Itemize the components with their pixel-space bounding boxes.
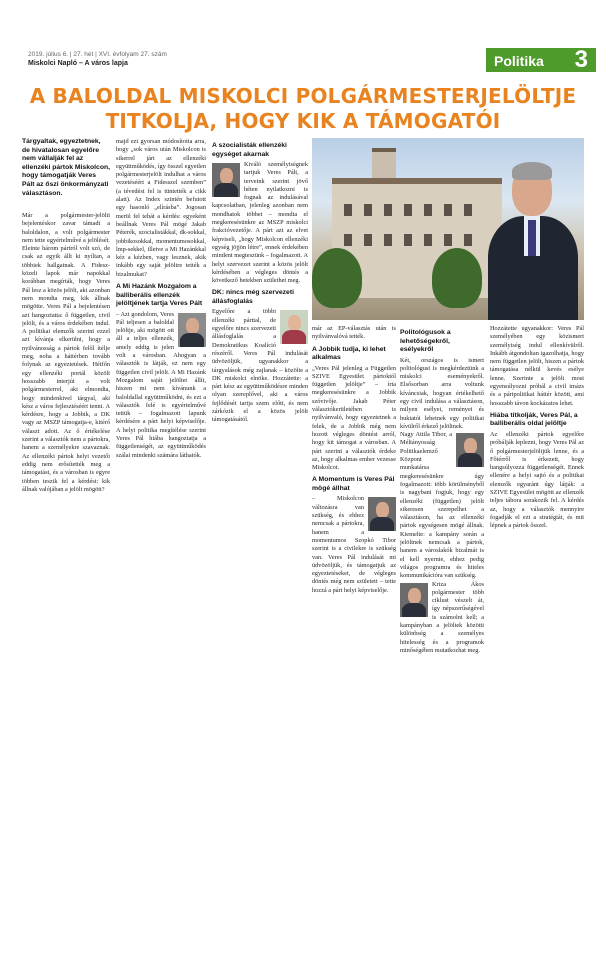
issue-info <box>28 50 167 68</box>
tree <box>432 248 482 308</box>
candidate-portrait <box>482 158 582 320</box>
headline: A BALOLDAL MISKOLCI POLGÁRMESTERJELÖLTJE TITKOLJA, HOGY KIK A TÁMOGATÓI <box>29 84 577 133</box>
portrait-photo <box>456 433 484 467</box>
article-column-6 <box>490 325 584 950</box>
section-tab <box>486 48 596 72</box>
body-text: Már a polgármester-jelölti bejelentéskor zavar támadt a baloldalon, a volt polgármester nem tette egyértelművé a jelölését. Eleinte három pártról volt szó, de csak az egyik állt ki nyíltan, a többiek hallgatnak. A Fidesz-közeli lapok már napokkal korábban megírták, hogy Veres Pál lesz a közös jelölt, aki azonban nem mondta meg, kik állnak mögötte. Veres Pál a bejelentésen azt hangoztatta: ő független, civil jelölt, és a város érdekében indul. A politikai elemzők szerint ezzel azt kívánja elkerülni, hogy a nyilvánosság a pártok felől ítélje meg, noha a háttérben tovább folynak az egyeztetések. Hétfőn egy ellenzéki portál közölt hosszabb interjút a volt polgármesterrel, aki elmondta, hogy mindenkivel tárgyal, aki kész a város fejlesztéséért tenni. A kérdésre, hogy a Jobbik, a DK vagy az MSZP támogatja-e, kitérő választ adott. Az ő értékelése szerint a választók nem a pártokra, hanem a személyekre szavaznak. Az ellenzéki pártok helyi vezetői eddig nem erősítették meg a támogatást, és a városban is egyre többen teszik fel a kérdést: kik állnak valójában a jelölt mögött? <box>22 212 110 493</box>
article-column-1 <box>22 212 110 950</box>
issue-line: 2019. július 6. | 27. hét | XVI. évfolyam 27. szám <box>28 51 167 58</box>
paper-name: Miskolci Napló – A város lapja <box>28 60 128 67</box>
subheading: Hiába titkolják, Veres Pál, a balliberális oldal jelöltje <box>490 411 578 428</box>
portrait-photo <box>368 497 396 531</box>
body-text: Hozzátette ugyanakkor: Veres Pál személyében egy közismert személyiség indul ellenkívülről. Inkább átgondoltan igazolhatja, hogy nem független jelölt, hiszen a pártok támogatása nélkül kevés esélye lenne. Szerinte a jelölt most egyensúlyozni próbál a civil imázs és a pártpolitikai háttér között, ami hosszabb távon kockázatos lehet. <box>490 325 584 407</box>
body-text: Nagy Attila Tibor, a Méltányosság Politikaelemző Központ munkatársa megkeresésünkre úgy fogalmazott: több körülményből is nagybani fogjuk, hogy egy ellenzéki (független) jelölt sikeresen szerepelhet a választáson, ha az ellenzéki pártok egységesen mögé állnak. Kiemelte: a kampány során a jelöltnek nemcsak a pártok, hanem a városlakók bizalmát is el kell nyernie, ehhez pedig világos programra és hiteles kommunikációra van szükség. <box>400 431 484 580</box>
subheading: Politológusok a lehetőségekről, esélyekről <box>400 329 451 353</box>
subheading: DK: nincs még szervezeti állásfoglalás <box>212 289 294 305</box>
body-text: – Azt gondolom, Veres Pál teljesen a baloldal jelöltje, aki mögött ott áll a teljes ellenzék, amely eddig is jelen volt a városban. Ahogyan a választók is látják, ez nem egy független civil jelölt. A Mi Hazánk Mozgalom saját jelöltet állít, hiszen mi nem kívánunk a baloldallal együttműködni, és ezt a választók felé is egyértelművé tettük – fogalmazott lapunk kérdésére a párt helyi képviselője. A helyi politika megítélése szerint Veres Pál hiába hangoztatja a függetlenségét, az együttműködés szálai mindenki számára láthatók. <box>116 310 206 459</box>
body-text: – Miskolcon változásra van szükség, és ehhez nemcsak a pártokra, hanem a momentumos Szopkó Tibor szerint is a civilekre is szükség van. Veres Pál indulását mi üdvözöljük, és támogatjuk az egyeztetéseket, de végleges döntés még nem született – tette hozzá a párt helyi képviselője. <box>312 495 396 594</box>
section-name: Politika <box>494 53 544 69</box>
masthead <box>0 0 604 72</box>
subheading: A Momentum is Veres Pál mögé állhat <box>312 476 395 492</box>
body-text: Az ellenzéki pártok egyelőre próbálják leplezni, hogy Veres Pál az ő polgármesterjelöltjük lenne, és a Főtérről is érkezett, hogy hangsúlyozza függetlenségét. Ennek ellenére a helyi sajtó és a politikai elemzők egyaránt úgy látják: a SZIVE Egyesület mögött az ellenzék teljes tábora sorakozik fel. A kérdés az, hogy a választók mennyire fogadják el ezt a stratégiát, és mit lépnek a pártok ősszel. <box>490 430 584 530</box>
portrait-photo <box>280 310 308 344</box>
article-lead: Tárgyaltak, egyeztetnek, de hivatalosan egyelőre nem vállalják fel az ellenzéki pártok Miskolcon, hogy támogatják Veres Pált az őszi önkormányzati választáson. <box>22 138 111 197</box>
portrait-photo <box>178 313 206 347</box>
body-text: már az EP-választás után is nyilvánvalóvá tették. <box>312 325 396 341</box>
portrait-photo <box>212 163 240 197</box>
subheading: A Jobbik tudja, ki lehet alkalmas <box>312 345 386 362</box>
body-text: „Veres Pál jelenleg a Független SZIVE Egyesület pártoktól független jelöltje” – írta megkeresésünkre a Jobbik szóvivője. Jakab Péter választókerületében is nyilvánvaló, hogy egyeztetnek a felek, de a Jobbik még nem hozott végleges döntést arról, hogy kit támogat a városban. A párt szerint a választók érdeke az, hogy alkalmas ember vezesse Miskolcot. <box>312 364 396 472</box>
article-column-3 <box>212 138 308 950</box>
page-number: 3 <box>574 46 588 73</box>
article-column-4 <box>312 325 396 950</box>
article-column-5 <box>400 325 484 950</box>
article-column-2 <box>116 138 206 950</box>
body-text: Két, országos is ismert politológust is megkérdeztünk a miskolci eseményekről. Elsősorban arra voltunk kíváncsiak, hogyan értékelhető egy civil indulása a választáson, milyen esélyei, reményei és buktatói lehetnek egy politikai kívülről érkező jelöltnek. <box>400 356 484 430</box>
subheading: A szocialisták ellenzéki egységet akarnak <box>212 142 287 158</box>
body-text: Kiváló személyiségnek tartjuk Veres Pált, a terveink szerint jövő héten nyilatkozni is fognak az indulásával kapcsolatban, jelenleg azonban nem mondhatok többet – mondta el megkeresésünkre az MSZP miskolci frakcióvezetője. A párt azt az elvet képviseli, „hogy Miskolcon ellenzéki egység jöjjön létre”, ennek érdekében mindent megteszünk – fogalmazott. A helyi szervezet szerint a közös jelölt kérdésében a végleges döntés a következő hetekben születhet meg. <box>212 161 308 285</box>
body-text: majd ezt gyorsan módosította arra, hogy „sok város után Miskolcon is sikerrel járt az ellenzéki együttműködés, így összel egyetlen polgármesterjelölt indulhat a város vezetéséért a Fidesszel szemben” (a tévedést fel is tüntették a cikk alatt). Az Index szintén befutott egy hasonló „elírásba”. Jogosan merül fel tehát a kérdés: egyeként beállnak Veres Pál mögé Jakab Péterék, szocialistákkal, dk-sokkal, jobbikosokkal, momentumosokkal, lmp-sekkel, illetve a Mi Hazánkkal kéz a kézben, vagy lesznek, akik inkább egy saját jelöltre tették a bizalmukat? <box>116 138 206 278</box>
body-text: Kriza Ákos polgármester több ciklust vészelt át, így népszerűségével is számolni kell; a kampányban a jelöltek közötti különbség a személyes hitelesség és a programok minőségében mutatkozhat meg. <box>400 580 484 654</box>
body-text: Egyelőre a többi ellenzéki párttal, de egyelőre nincs szervezeti állásfoglalás a Demokratikus Koalíció részéről. Veres Pál indulását üdvözöljük, ugyanakkor a tárgyalások még zajlanak – közölte a DK miskolci elnöke. Hozzátette: a párt kész az együttműködésre minden olyan szereplővel, aki a város fejlődését tartja szem előtt, és nem zárkózik el a közös jelölt támogatásától. <box>212 308 308 424</box>
portrait-photo <box>400 583 428 617</box>
main-photo <box>312 138 584 320</box>
tree <box>312 248 362 308</box>
subheading: A Mi Hazánk Mozgalom a balliberális ellenzék jelöltjének tartja Veres Pált <box>116 283 203 308</box>
